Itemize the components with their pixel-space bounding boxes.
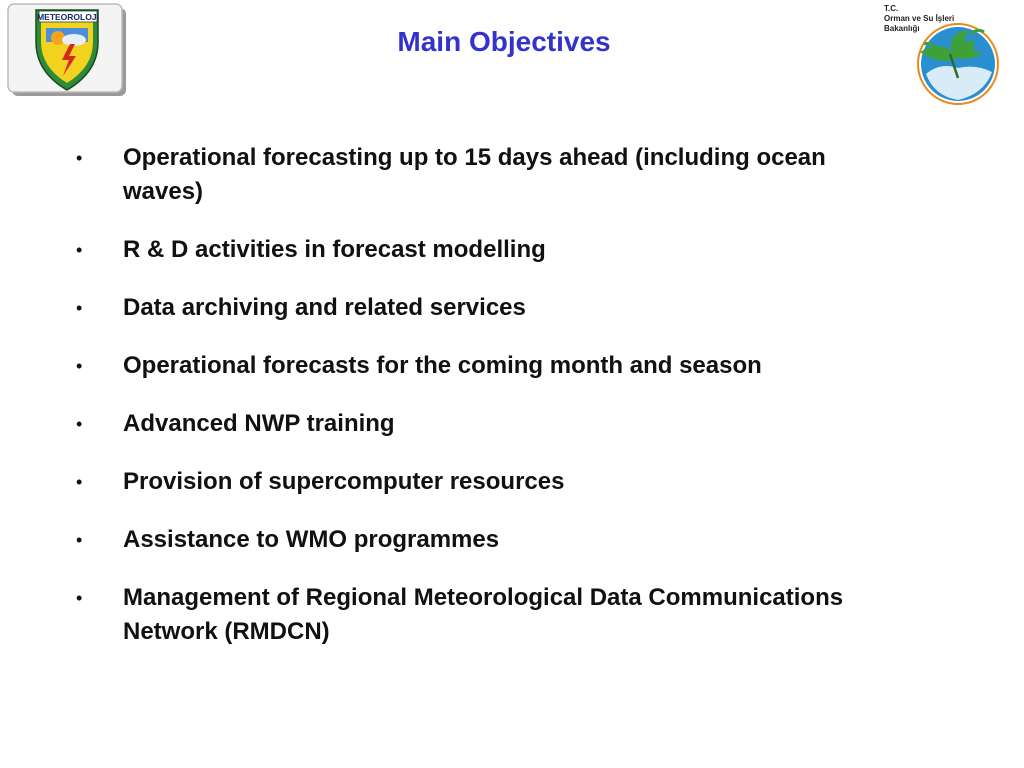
bullet-icon: • bbox=[76, 240, 83, 260]
ministry-name-line: Bakanlığı bbox=[884, 24, 920, 33]
list-item bbox=[76, 233, 896, 267]
list-item bbox=[76, 465, 896, 499]
objective-text: R & D activities in forecast modelling bbox=[123, 236, 546, 263]
list-item bbox=[76, 523, 896, 557]
list-item bbox=[76, 407, 896, 441]
bullet-icon: • bbox=[76, 148, 83, 168]
objective-text: Provision of supercomputer resources bbox=[123, 468, 565, 495]
bullet-icon: • bbox=[76, 298, 83, 318]
bullet-icon: • bbox=[76, 472, 83, 492]
list-item bbox=[76, 291, 896, 325]
list-item bbox=[76, 141, 896, 209]
bullet-icon: • bbox=[76, 414, 83, 434]
ministry-name-line: T.C. bbox=[884, 4, 899, 13]
bullet-icon: • bbox=[76, 530, 83, 550]
logo-banner-text: METEOROLOJI bbox=[37, 12, 99, 22]
objective-text: Advanced NWP training bbox=[123, 410, 395, 437]
objective-text: Assistance to WMO programmes bbox=[123, 526, 500, 553]
ministry-name bbox=[884, 4, 954, 34]
objectives-list bbox=[76, 141, 896, 673]
objective-text: Management of Regional Meteorological Data Communications Network (RMDCN) bbox=[123, 584, 844, 645]
page-title: Main Objectives bbox=[397, 26, 611, 57]
objective-text: Operational forecasting up to 15 days ahead (including ocean waves) bbox=[123, 144, 826, 205]
bullet-icon: • bbox=[76, 356, 83, 376]
ministry-name-line: Orman ve Su İşleri bbox=[884, 14, 955, 23]
bullet-icon: • bbox=[76, 588, 83, 608]
objective-text: Operational forecasts for the coming month and season bbox=[123, 352, 762, 379]
list-item bbox=[76, 349, 896, 383]
list-item bbox=[76, 581, 896, 649]
objective-text: Data archiving and related services bbox=[123, 294, 526, 321]
